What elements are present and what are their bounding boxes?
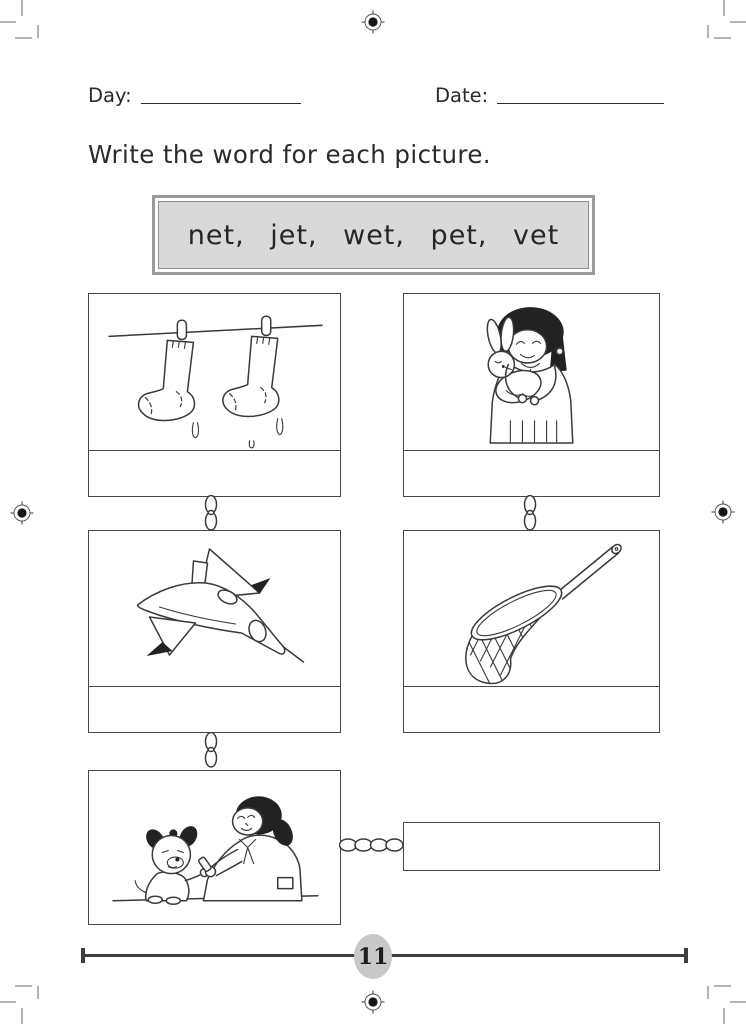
day-input-line[interactable] bbox=[141, 101, 301, 104]
picture-pet-rabbit bbox=[404, 294, 659, 450]
day-label: Day: bbox=[88, 84, 132, 107]
chain-link-right-1 bbox=[522, 495, 538, 531]
exercise-box-vet bbox=[88, 770, 341, 925]
word-bank-inner bbox=[158, 201, 589, 269]
day-field bbox=[88, 84, 301, 107]
crop-mark-top-left bbox=[0, 0, 40, 40]
page-number: 11 bbox=[357, 943, 389, 970]
date-input-line[interactable] bbox=[497, 101, 664, 104]
exercise-box-wet bbox=[88, 293, 341, 497]
page-number-badge bbox=[354, 934, 392, 979]
answer-area-net[interactable] bbox=[404, 686, 659, 732]
crop-mark-bottom-left bbox=[0, 984, 40, 1024]
instruction-text: Write the word for each picture. bbox=[88, 140, 491, 169]
chain-link-left-1 bbox=[203, 495, 219, 531]
picture-vet bbox=[89, 771, 340, 924]
registration-mark-right bbox=[711, 500, 735, 524]
answer-box-vet[interactable] bbox=[403, 822, 660, 871]
jet-drawing bbox=[89, 531, 340, 686]
date-field bbox=[435, 84, 664, 107]
registration-mark-top bbox=[361, 10, 385, 34]
chain-link-left-2 bbox=[203, 732, 219, 768]
date-label: Date: bbox=[435, 84, 489, 107]
footer-rule-right-cap bbox=[684, 948, 688, 963]
chain-link-horizontal bbox=[339, 836, 405, 854]
wet-socks-drawing bbox=[89, 294, 340, 450]
picture-jet bbox=[89, 531, 340, 686]
answer-area-jet[interactable] bbox=[89, 686, 340, 732]
word-bank bbox=[152, 195, 595, 275]
exercise-box-jet bbox=[88, 530, 341, 733]
picture-wet-socks bbox=[89, 294, 340, 450]
crop-mark-top-right bbox=[706, 0, 746, 40]
exercise-box-pet bbox=[403, 293, 660, 497]
crop-mark-bottom-right bbox=[706, 984, 746, 1024]
registration-mark-left bbox=[10, 501, 34, 525]
answer-area-wet[interactable] bbox=[89, 450, 340, 496]
net-drawing bbox=[404, 531, 659, 686]
pet-drawing bbox=[404, 294, 659, 450]
registration-mark-bottom bbox=[361, 990, 385, 1014]
word-bank-words: net, jet, wet, pet, vet bbox=[187, 219, 560, 251]
picture-net bbox=[404, 531, 659, 686]
answer-area-pet[interactable] bbox=[404, 450, 659, 496]
footer-rule-left-cap bbox=[81, 948, 85, 963]
exercise-box-net bbox=[403, 530, 660, 733]
vet-drawing bbox=[89, 771, 340, 924]
